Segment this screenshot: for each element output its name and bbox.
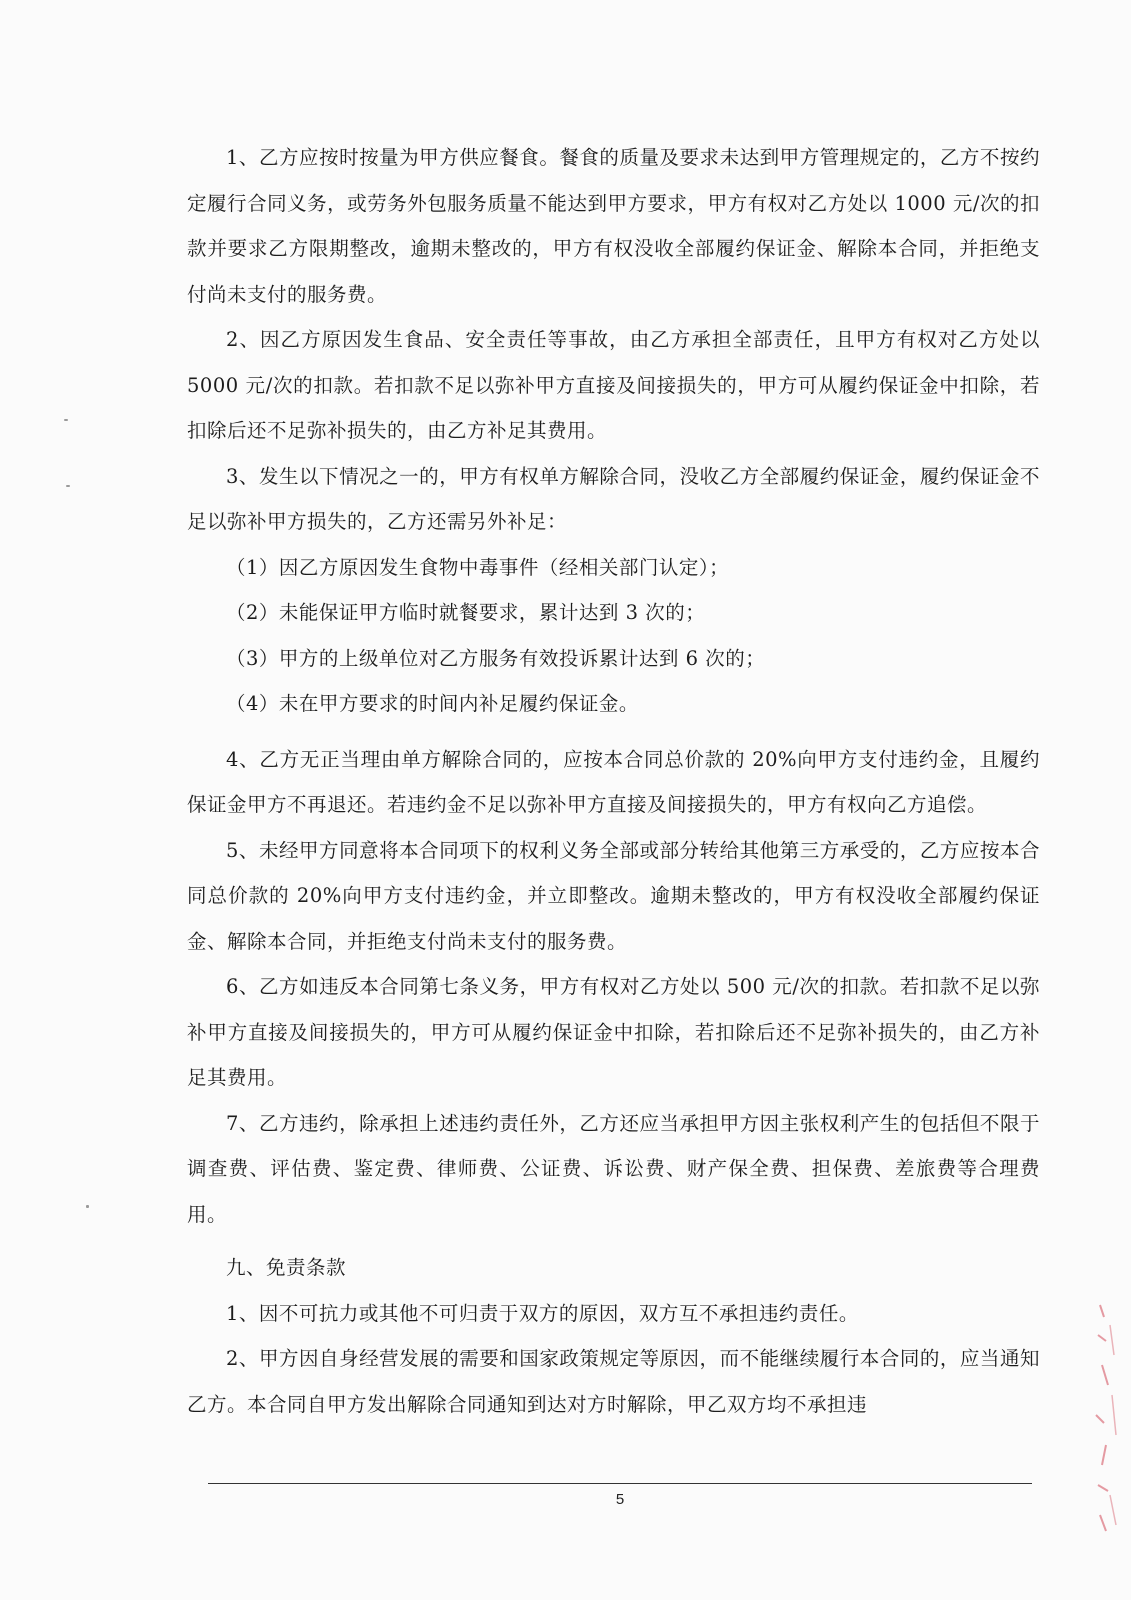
- clause-1: 1、乙方应按时按量为甲方供应餐食。餐食的质量及要求未达到甲方管理规定的，乙方不按约定履行合同义务，或劳务外包服务质量不能达到甲方要求，甲方有权对乙方处以 1000 元/次的扣款并要求乙方限期整改，逾期未整改的，甲方有权没收全部履约保证金、解除本合同，并拒绝支付尚未支付的服务费。: [187, 146, 1040, 306]
- clause-7: 7、乙方违约，除承担上述违约责任外，乙方还应当承担甲方因主张权利产生的包括但不限于调查费、评估费、鉴定费、律师费、公证费、诉讼费、财产保全费、担保费、差旅费等合理费用。: [187, 1111, 1040, 1226]
- list-item: （2）未能保证甲方临时就餐要求，累计达到 3 次的；: [226, 601, 706, 624]
- seal-fragment-icon: [1092, 1295, 1122, 1535]
- clause-5: 5、未经甲方同意将本合同项下的权利义务全部或部分转给其他第三方承受的，乙方应按本合同总价款的 20%向甲方支付违约金，并立即整改。逾期未整改的，甲方有权没收全部履约保证金、解除本合同，并拒绝支付尚未支付的服务费。: [187, 838, 1040, 953]
- scan-speck: [64, 419, 68, 421]
- footer-divider: [208, 1483, 1032, 1484]
- clause-2: 2、因乙方原因发生食品、安全责任等事故，由乙方承担全部责任，且甲方有权对乙方处以 5000 元/次的扣款。若扣款不足以弥补甲方直接及间接损失的，甲方可从履约保证金中扣除，若扣除后还不足弥补损失的，由乙方补足其费用。: [187, 328, 1040, 442]
- clause-4: 4、乙方无正当理由单方解除合同的，应按本合同总价款的 20%向甲方支付违约金，且履约保证金甲方不再退还。若违约金不足以弥补甲方直接及间接损失的，甲方有权向乙方追偿。: [187, 747, 1040, 816]
- scan-speck: [66, 485, 70, 487]
- scan-speck: [86, 1205, 89, 1208]
- list-item: （3）甲方的上级单位对乙方服务有效投诉累计达到 6 次的；: [226, 646, 766, 670]
- page-number: 5: [615, 1491, 625, 1508]
- document-body: [187, 135, 1040, 1427]
- spacer: [187, 727, 1040, 737]
- list-item: （1）因乙方原因发生食物中毒事件（经相关部门认定）；: [226, 555, 730, 579]
- clause-3: 3、发生以下情况之一的，甲方有权单方解除合同，没收乙方全部履约保证金，履约保证金不足以弥补甲方损失的，乙方还需另外补足：: [187, 464, 1040, 533]
- exemption-clause-2: 2、甲方因自身经营发展的需要和国家政策规定等原因，而不能继续履行本合同的，应当通知乙方。本合同自甲方发出解除合同通知到达对方时解除，甲乙双方均不承担违: [187, 1347, 1040, 1416]
- list-item: （4）未在甲方要求的时间内补足履约保证金。: [226, 692, 639, 715]
- spacer: [187, 1237, 1040, 1245]
- exemption-clause-1: 1、因不可抗力或其他不可归责于双方的原因，双方互不承担违约责任。: [226, 1301, 859, 1325]
- section-heading: 九、免责条款: [226, 1256, 347, 1279]
- clause-6: 6、乙方如违反本合同第七条义务，甲方有权对乙方处以 500 元/次的扣款。若扣款不足以弥补甲方直接及间接损失的，甲方可从履约保证金中扣除，若扣除后还不足弥补损失的，由乙方补足其费用。: [187, 975, 1040, 1089]
